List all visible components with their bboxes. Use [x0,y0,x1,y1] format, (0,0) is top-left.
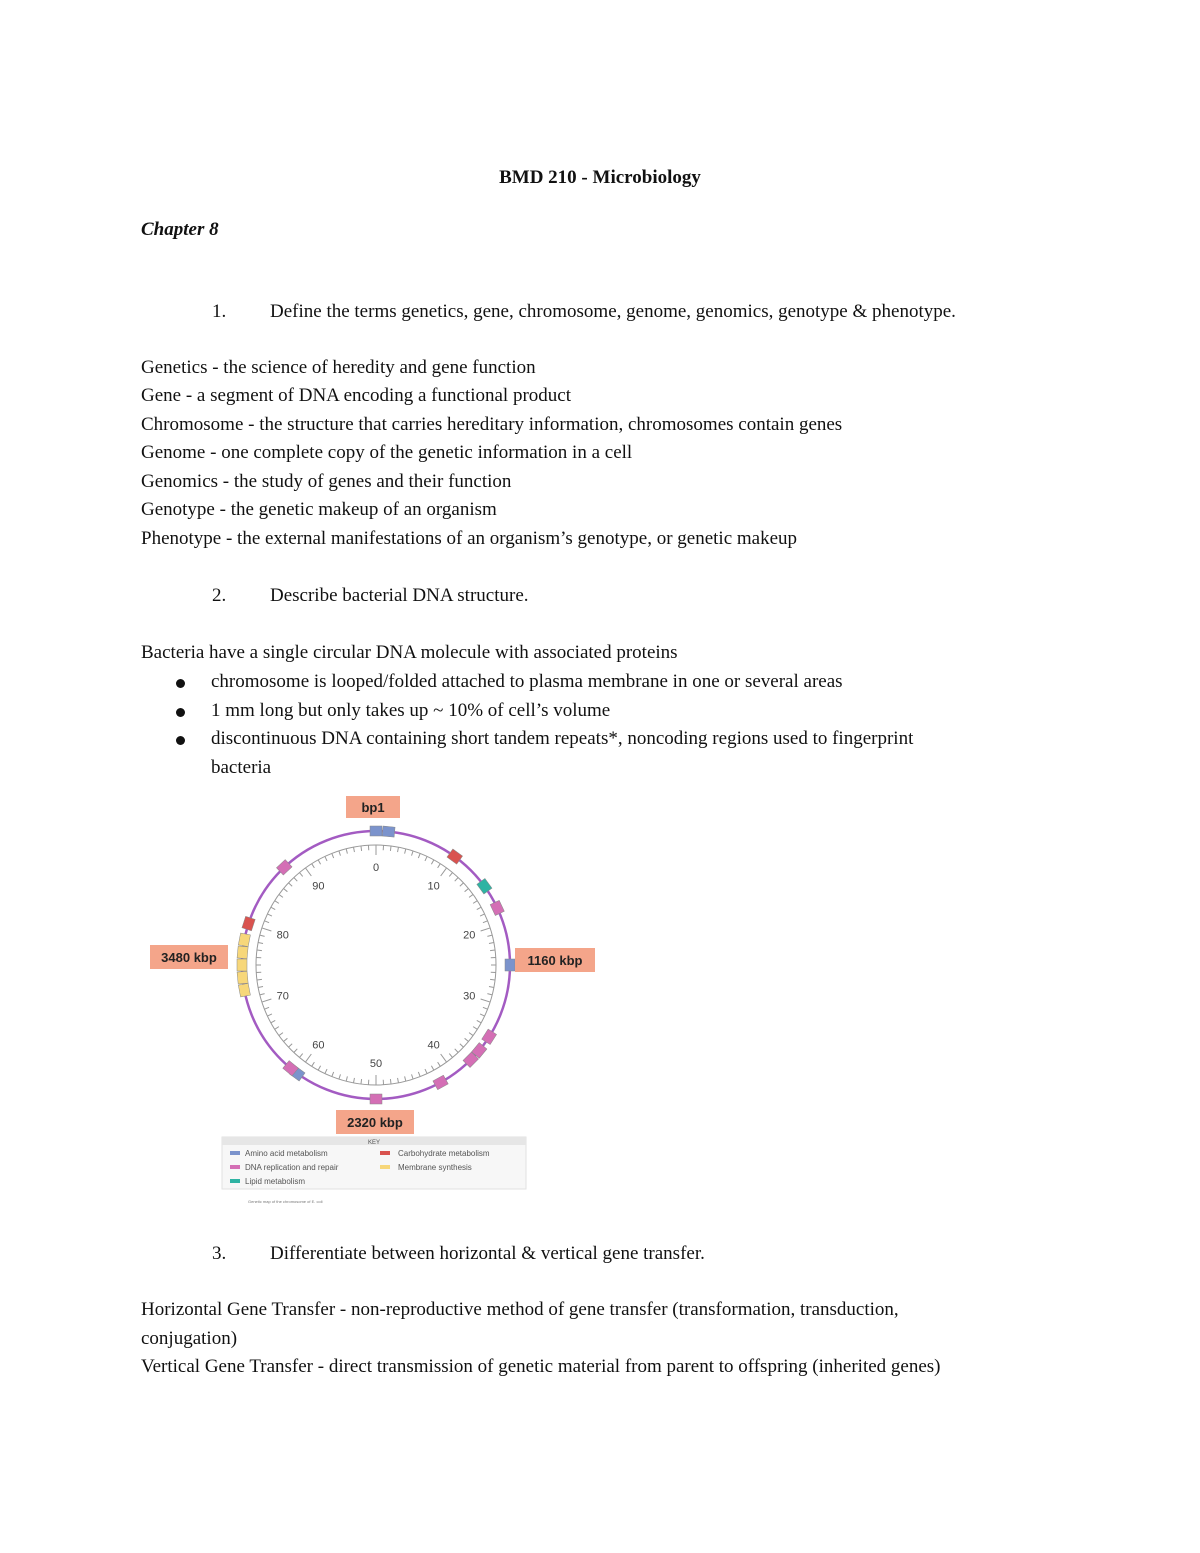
bullet-item-continuation: bacteria [211,757,272,778]
dial-number: 60 [312,1039,325,1052]
dial-number: 70 [276,990,289,1003]
gene-marker [238,983,250,997]
dial-tick [398,847,399,852]
label-bottom: 2320 kbp [347,1115,403,1130]
definition-genetics: Genetics - the science of heredity and gene function [141,357,536,378]
q2-intro: Bacteria have a single circular DNA molecule with associated proteins [141,642,678,663]
dial-tick [480,914,485,916]
key-swatch-membrane [380,1165,390,1169]
dial-tick [390,846,391,851]
vertical-transfer-line: Vertical Gene Transfer - direct transmission of genetic material from parent to offspring (inherited genes) [141,1356,941,1377]
dial-tick [332,853,334,858]
key-membrane: Membrane synthesis [398,1163,472,1172]
dial-tick [455,1049,458,1053]
dial-tick [418,1072,420,1077]
dial-tick [418,853,420,858]
dial-tick [449,1054,452,1058]
bullet-icon [176,708,185,717]
bullet-icon [176,736,185,745]
figure-caption: Genetic map of the chromosome of E. coli [248,1199,323,1204]
label-right: 1160 kbp [527,953,583,968]
key-title: KEY [367,1140,381,1146]
dial-tick [487,994,492,995]
dial-tick [480,1014,485,1016]
question-1-text: Define the terms genetics, gene, chromosome, genome, genomics, genotype & phenotype. [270,301,956,322]
bullet-icon [176,679,185,688]
dial-tick [294,878,297,882]
dial-tick [431,860,433,864]
dial-tick [312,864,315,868]
dial-tick [477,1020,481,1022]
label-top: bp1 [361,800,385,815]
dial-tick [425,856,427,861]
dial-tick [300,1054,303,1058]
key-swatch-lipid [230,1179,240,1183]
dial-tick [473,1027,477,1030]
dial-tick [490,950,495,951]
horizontal-transfer-line: Horizontal Gene Transfer - non-reproductive method of gene transfer (transformation, transduction, [141,1299,899,1320]
definition-genotype: Genotype - the genetic makeup of an organism [141,499,497,520]
dial-tick [289,883,293,886]
dial-number: 20 [463,929,476,942]
dial-number: 80 [276,929,289,942]
bullet-item: discontinuous DNA containing short tandem repeats*, noncoding regions used to fingerprint [211,728,914,749]
dial-tick [405,1076,406,1081]
dial-tick [390,1079,391,1084]
key-amino: Amino acid metabolism [245,1149,328,1158]
dial-tick [346,849,347,854]
dial-tick [267,914,272,916]
dial-tick [477,907,481,909]
question-3-number: 3. [212,1243,227,1264]
bullet-item: 1 mm long but only takes up ~ 10% of cell’s volume [211,700,611,721]
bullet-item: chromosome is looped/folded attached to plasma membrane in one or several areas [211,671,843,692]
question-2-text: Describe bacterial DNA structure. [270,585,529,606]
dial-tick [481,928,491,931]
dial-tick [267,1014,272,1016]
question-1-number: 1. [212,301,227,322]
dial-tick [318,860,320,864]
dial-tick [460,883,464,886]
dial-tick [305,1054,311,1062]
dial-tick [460,1044,464,1047]
dial-tick [441,868,447,876]
dial-tick [260,935,265,936]
dial-tick [264,921,269,923]
dial-number: 90 [312,880,325,893]
key-swatch-carb [380,1151,390,1155]
horizontal-transfer-line-cont: conjugation) [141,1328,238,1349]
dial-ticks [256,845,496,1085]
dial-tick [262,928,272,931]
dial-tick [257,979,262,980]
dial-tick [354,1078,355,1083]
dial-tick [438,1062,441,1066]
key-swatch-amino [230,1151,240,1155]
dial-tick [398,1078,399,1083]
dial-tick [318,1066,320,1070]
dial-tick [258,943,263,944]
dial-tick [294,1049,297,1053]
dial-tick [465,1038,469,1041]
genetic-map-figure [140,790,610,1210]
dial-tick [264,1007,269,1009]
label-left: 3480 kbp [161,950,217,965]
gene-marker [237,946,248,959]
dial-tick [279,1033,283,1036]
key-carb: Carbohydrate metabolism [398,1149,490,1158]
question-3-text: Differentiate between horizontal & vertical gene transfer. [270,1243,705,1264]
dial-tick [489,943,494,944]
definition-phenotype: Phenotype - the external manifestations of an organism’s genotype, or genetic makeup [141,528,798,549]
dial-number: 30 [463,990,476,1003]
definition-genomics: Genomics - the study of genes and their function [141,471,512,492]
dial-tick [346,1076,347,1081]
dial-tick [490,979,495,980]
dial-tick [325,1069,327,1074]
dial-tick [332,1072,334,1077]
gene-marker [382,826,395,837]
gene-marker [490,900,504,915]
dial-tick [258,987,263,988]
dial-tick [260,994,265,995]
dial-tick [405,849,406,854]
dial-tick [339,1074,341,1079]
dial-tick [438,864,441,868]
dial-tick [465,889,469,892]
gene-marker [505,959,515,971]
definition-gene: Gene - a segment of DNA encoding a functional product [141,385,572,406]
dial-tick [271,1020,275,1022]
definition-genome: Genome - one complete copy of the genetic information in a cell [141,442,633,463]
key-dna: DNA replication and repair [245,1163,339,1172]
dial-tick [257,950,262,951]
gene-marker [482,1029,497,1044]
dial-tick [271,907,275,909]
key-lipid: Lipid metabolism [245,1177,306,1186]
dial-tick [473,901,477,904]
gene-marker [433,1075,448,1090]
chapter-heading: Chapter 8 [141,219,219,240]
dial-tick [279,894,283,897]
dial-tick [481,999,491,1002]
definition-chromosome: Chromosome - the structure that carries hereditary information, chromosomes contain genes [141,414,843,435]
dial-numbers [277,862,476,1070]
dial-tick [262,999,272,1002]
gene-marker [370,1094,382,1104]
dial-tick [284,1038,288,1041]
dial-tick [483,1007,488,1009]
dial-number: 40 [427,1039,440,1052]
dial-tick [305,868,311,876]
gene-marker [237,959,247,971]
dial-tick [312,1062,315,1066]
dial-tick [425,1069,427,1074]
document-title: BMD 210 - Microbiology [499,167,701,188]
dial-tick [449,873,452,877]
dial-tick [412,851,414,856]
dial-tick [361,846,362,851]
dial-tick [412,1074,414,1079]
dial-tick [483,921,488,923]
dial-tick [354,847,355,852]
dial-tick [289,1044,293,1047]
dial-ring [256,845,496,1085]
dial-number: 10 [427,880,440,893]
dial-tick [275,1027,279,1030]
dial-tick [275,901,279,904]
dial-number: 0 [372,862,380,874]
dial-tick [361,1079,362,1084]
dial-tick [489,987,494,988]
dial-tick [339,851,341,856]
gene-marker [242,916,255,931]
dial-number: 50 [369,1058,383,1070]
dial-tick [455,878,458,882]
dial-tick [469,894,473,897]
key-swatch-dna [230,1165,240,1169]
dial-tick [441,1054,447,1062]
question-2-number: 2. [212,585,227,606]
dial-tick [487,935,492,936]
dial-tick [431,1066,433,1070]
gene-marker [370,826,382,836]
dial-tick [469,1033,473,1036]
dial-tick [325,856,327,861]
gene-marker [237,971,248,984]
dial-tick [300,873,303,877]
dial-tick [284,889,288,892]
gene-marker [238,933,250,947]
